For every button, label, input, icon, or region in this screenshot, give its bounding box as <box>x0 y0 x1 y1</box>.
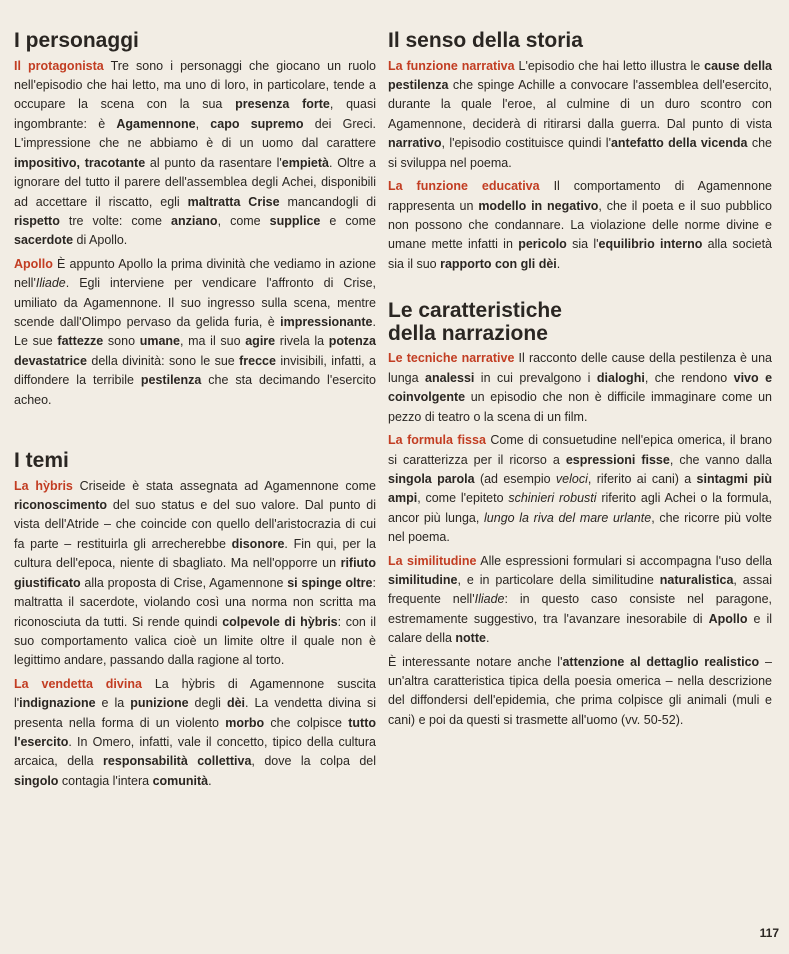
right-column <box>388 30 772 734</box>
heading-senso: Il senso della storia <box>388 29 583 52</box>
paragraph-tecniche-narrative: Le tecniche narrative Il racconto delle cause della pestilenza è una lunga analessi in cui prevalgono i dialoghi, che rendono vivo e coinvolgente un episodio che non è difficile immaginare come un pezzo di teatro o la scena di un film. <box>388 351 773 424</box>
page-number: 117 <box>759 926 779 940</box>
left-column <box>14 30 376 795</box>
paragraph-funzione-educativa: La funzione educativa Il comportamento di Agamennone rappresenta un modello in negativo, che il poeta e il suo pubblico non possono che condannare. La violazione delle norme divine e umane mette infatti in pericolo sia l'equilibrio interno alla società sia il suo rapporto con gli dèi. <box>388 179 773 271</box>
paragraph-dettaglio-realistico: È interessante notare anche l'attenzione al dettaglio realistico – un'altra caratteristica tipica della poesia omerica – nella descrizione del diffondersi dell'epidemia, che prima colpisce gli animali (muli e cani) e poi da questi si trasmette all'uomo (vv. 50-52). <box>388 654 772 727</box>
paragraph-vendetta: La vendetta divina La hỳbris di Agamennone suscita l'indignazione e la punizione degli dèi. La vendetta divina si presenta nella forma di un violento morbo che colpisce tutto l'esercito. In Omero, infatti, vale il concetto, tipico della cultura arcaica, della responsabilità collettiva, dove la colpa del singolo contagia l'intera comunità. <box>14 676 377 788</box>
paragraph-similitudine: La similitudine Alle espressioni formulari si accompagna l'uso della similitudine, e in particolare della similitudine naturalistica, assai frequente nell'Iliade: in questo caso consiste nel paragone, estremamente suggestivo, tra l'avanzare inesorabile di Apollo e il calare della notte. <box>388 553 773 646</box>
paragraph-protagonista: Il protagonista Tre sono i personaggi che giocano un ruolo nell'episodio che hai letto, ma uno di loro, in particolare, tende a occupare la scena con la sua presenza forte, quasi ingombrante: è Agamennone, capo supremo dei Greci. L'impressione che ne abbiamo è di un uomo dal carattere impositivo, tracotante al punto da rasentare l'empietà. Oltre a ignorare del tutto il parere dell'assemblea degli Achei, disponibili ad accettare il riscatto, egli maltratta Crise mancandogli di rispetto tre volte: come anziano, come supplice e come sacerdote di Apollo. <box>14 58 376 248</box>
paragraph-apollo: Apollo È appunto Apollo la prima divinità che vediamo in azione nell'Iliade. Egli interviene per vendicare l'affronto di Crise, umiliato da Agamennone. Il suo ingresso sulla scena, mentre scende dall'Olimpo pervaso da gelida furia, è impressionante. Le sue fattezze sono umane, ma il suo agire rivela la potenza devastatrice della divinità: sono le sue frecce invisibili, infatti, a diffondere la terribile pestilenza che sta decimando l'esercito acheo. <box>14 256 376 407</box>
heading-temi: I temi <box>14 448 69 472</box>
heading-personaggi: I personaggi <box>14 29 139 52</box>
paragraph-formula-fissa: La formula fissa Come di consuetudine nell'epica omerica, il brano si caratterizza per il ricorso a espressioni fisse, che vanno dalla singola parola (ad esempio veloci, riferito ai cani) a sintagmi più ampi, come l'epiteto schinieri robusti riferito agli Achei o la formula, ancor più lunga, lungo la riva del mare urlante, che ricorre più volte nel poema. <box>388 433 773 545</box>
heading-caratteristiche: Le caratteristiche della narrazione <box>388 299 562 345</box>
paragraph-hybris: La hỳbris Criseide è stata assegnata ad Agamennone come riconoscimento del suo status e del suo valore. Dal punto di vista dell'Atride – che coincide con quello dell'aristocrazia di cui fa parte – restituirla gli arrecherebbe disonore. Fin qui, per la cultura dell'epoca, niente di sbagliato. Ma nell'opporre un rifiuto giustificato alla proposta di Crise, Agamennone si spinge oltre: maltratta il sacerdote, violando così una norma non scritta ma riconosciuta da tutti. Si rende quindi colpevole di hỳbris: con il suo comportamento valica cioè un limite oltre il quale non è legittimo andare, passando dalla ragione al torto. <box>14 478 376 668</box>
paragraph-funzione-narrativa: La funzione narrativa L'episodio che hai letto illustra le cause della pestilenza che spinge Achille a convocare l'assemblea dell'esercito, durante la quale l'eroe, al culmine di un duro scontro con Agamennone, deciderà di ritirarsi dalla guerra. Dal punto di vista narrativo, l'episodio costituisce quindi l'antefatto della vicenda che si sviluppa nel poema. <box>388 58 772 170</box>
